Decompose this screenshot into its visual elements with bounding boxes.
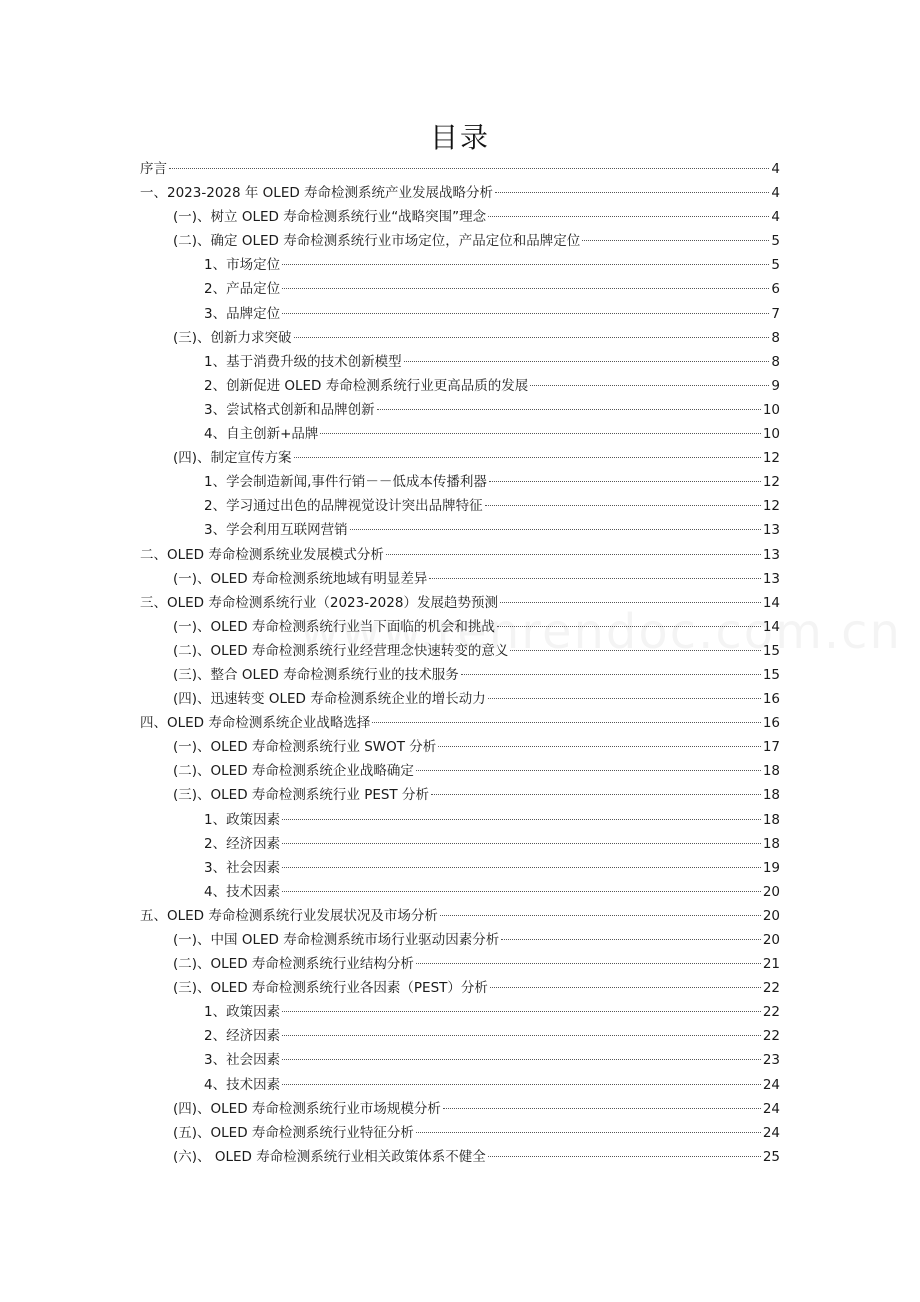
toc-dot-leader xyxy=(495,192,769,193)
toc-page-number: 14 xyxy=(762,618,780,635)
toc-entry-text: 3、尝试格式创新和品牌创新 xyxy=(204,401,375,418)
toc-page-number: 14 xyxy=(762,594,780,611)
toc-page-number: 22 xyxy=(762,1004,780,1021)
toc-dot-leader xyxy=(485,505,761,506)
toc-entry-text: 2、经济因素 xyxy=(204,835,281,852)
toc-entry-text: (二)、OLED 寿命检测系统行业经营理念快速转变的意义 xyxy=(173,642,509,659)
toc-entry[interactable] xyxy=(140,735,780,759)
toc-entry-text: 二、OLED 寿命检测系统业发展模式分析 xyxy=(140,546,384,563)
toc-entry[interactable] xyxy=(140,567,780,591)
toc-dot-leader xyxy=(282,288,769,289)
toc-entry[interactable] xyxy=(140,856,780,880)
toc-page-number: 4 xyxy=(771,209,780,226)
toc-entry[interactable] xyxy=(140,157,780,181)
toc-dot-leader xyxy=(497,626,761,627)
toc-entry[interactable] xyxy=(140,350,780,374)
toc-dot-leader xyxy=(294,457,761,458)
toc-title: 目录 xyxy=(429,121,490,154)
toc-page-number: 18 xyxy=(762,811,780,828)
toc-entry[interactable] xyxy=(140,880,780,904)
toc-entry[interactable] xyxy=(140,1000,780,1024)
toc-entry[interactable] xyxy=(140,1073,780,1097)
toc-page-number: 18 xyxy=(762,787,780,804)
toc-page-number: 24 xyxy=(762,1100,780,1117)
toc-dot-leader xyxy=(488,698,761,699)
toc-page-number: 19 xyxy=(762,859,780,876)
toc-entry-text: 3、社会因素 xyxy=(204,859,281,876)
toc-entry[interactable] xyxy=(140,1048,780,1072)
toc-page-number: 24 xyxy=(762,1076,780,1093)
toc-dot-leader xyxy=(416,963,761,964)
toc-page-number: 12 xyxy=(762,498,780,515)
toc-entry-text: 1、政策因素 xyxy=(204,1004,281,1021)
toc-page-number: 13 xyxy=(762,546,780,563)
toc-entry-text: 1、市场定位 xyxy=(204,257,281,274)
toc-dot-leader xyxy=(377,409,761,410)
toc-dot-leader xyxy=(530,385,769,386)
toc-entry-text: (四)、迅速转变 OLED 寿命检测系统企业的增长动力 xyxy=(173,691,486,708)
toc-entry-text: 1、基于消费升级的技术创新模型 xyxy=(204,353,402,370)
toc-dot-leader xyxy=(490,987,761,988)
toc-entry[interactable] xyxy=(140,783,780,807)
toc-entry-text: (四)、制定宣传方案 xyxy=(173,450,292,467)
toc-entry[interactable] xyxy=(140,759,780,783)
toc-entry-text: 4、技术因素 xyxy=(204,1076,281,1093)
toc-page-number: 22 xyxy=(762,1028,780,1045)
toc-entry[interactable] xyxy=(140,205,780,229)
toc-dot-leader xyxy=(282,891,761,892)
toc-entry[interactable] xyxy=(140,808,780,832)
toc-page-number: 10 xyxy=(762,426,780,443)
toc-dot-leader xyxy=(386,554,761,555)
toc-page-number: 12 xyxy=(762,474,780,491)
toc-dot-leader xyxy=(282,313,769,314)
toc-entry-text: (三)、OLED 寿命检测系统行业 PEST 分析 xyxy=(173,787,429,804)
toc-dot-leader xyxy=(510,650,760,651)
toc-page-number: 8 xyxy=(771,329,780,346)
toc-entry-text: 1、政策因素 xyxy=(204,811,281,828)
toc-page-number: 22 xyxy=(762,980,780,997)
toc-entry[interactable] xyxy=(140,302,780,326)
toc-dot-leader xyxy=(438,746,761,747)
toc-page-number: 5 xyxy=(771,233,780,250)
toc-dot-leader xyxy=(416,1132,761,1133)
toc-entry-text: (三)、OLED 寿命检测系统行业各因素（PEST）分析 xyxy=(173,980,488,997)
toc-entry[interactable] xyxy=(140,446,780,470)
toc-entry-text: (一)、中国 OLED 寿命检测系统市场行业驱动因素分析 xyxy=(173,932,500,948)
table-of-contents xyxy=(140,157,780,1169)
toc-entry-text: 3、学会利用互联网营销 xyxy=(204,522,348,539)
toc-page-number: 15 xyxy=(762,642,780,659)
toc-entry-text: 2、学习通过出色的品牌视觉设计突出品牌特征 xyxy=(204,498,483,515)
toc-page-number: 16 xyxy=(762,691,780,708)
toc-entry-text: 五、OLED 寿命检测系统行业发展状况及市场分析 xyxy=(140,907,438,924)
toc-page-number: 7 xyxy=(771,305,780,322)
toc-entry-text: 序言 xyxy=(140,161,167,177)
toc-dot-leader xyxy=(282,264,769,265)
toc-entry-text: (三)、创新力求突破 xyxy=(173,329,292,346)
toc-entry-text: (六)、 OLED 寿命检测系统行业相关政策体系不健全 xyxy=(173,1148,486,1165)
toc-dot-leader xyxy=(282,1084,761,1085)
toc-entry-text: 4、自主创新+品牌 xyxy=(204,426,319,443)
toc-dot-leader xyxy=(294,337,770,338)
toc-entry[interactable] xyxy=(140,711,780,735)
toc-page-number: 17 xyxy=(762,739,780,756)
toc-dot-leader xyxy=(488,1156,761,1157)
toc-page-number: 18 xyxy=(762,763,780,780)
toc-entry[interactable] xyxy=(140,1024,780,1048)
toc-page-number: 12 xyxy=(762,450,780,467)
toc-dot-leader xyxy=(282,819,761,820)
toc-dot-leader xyxy=(431,794,761,795)
toc-dot-leader xyxy=(501,939,761,940)
toc-entry-text: 2、产品定位 xyxy=(204,281,281,298)
toc-entry-text: 4、技术因素 xyxy=(204,883,281,900)
toc-entry-text: (一)、OLED 寿命检测系统地域有明显差异 xyxy=(173,570,428,587)
toc-entry[interactable] xyxy=(140,229,780,253)
toc-entry-text: (二)、确定 OLED 寿命检测系统行业市场定位，产品定位和品牌定位 xyxy=(173,233,581,250)
toc-dot-leader xyxy=(350,529,761,530)
toc-entry[interactable] xyxy=(140,277,780,301)
toc-entry[interactable] xyxy=(140,1121,780,1145)
toc-entry-text: (四)、OLED 寿命检测系统行业市场规模分析 xyxy=(173,1100,441,1117)
toc-dot-leader xyxy=(500,602,761,603)
toc-dot-leader xyxy=(282,1011,761,1012)
toc-entry[interactable] xyxy=(140,326,780,350)
toc-dot-leader xyxy=(404,361,770,362)
toc-entry[interactable] xyxy=(140,952,780,976)
toc-entry-text: 2、经济因素 xyxy=(204,1028,281,1045)
toc-entry-text: (一)、OLED 寿命检测系统行业 SWOT 分析 xyxy=(173,739,437,756)
toc-page-number: 21 xyxy=(762,956,780,973)
toc-page-number: 23 xyxy=(762,1052,780,1069)
toc-entry[interactable] xyxy=(140,518,780,542)
toc-entry[interactable] xyxy=(140,928,780,952)
toc-dot-leader xyxy=(461,674,761,675)
toc-page-number: 20 xyxy=(762,907,780,924)
toc-entry[interactable] xyxy=(140,181,780,205)
toc-entry[interactable] xyxy=(140,374,780,398)
toc-entry[interactable] xyxy=(140,1097,780,1121)
toc-dot-leader xyxy=(416,770,761,771)
toc-entry-text: (二)、OLED 寿命检测系统行业结构分析 xyxy=(173,956,414,973)
toc-dot-leader xyxy=(582,240,769,241)
toc-page-number: 24 xyxy=(762,1124,780,1141)
toc-entry-text: 三、OLED 寿命检测系统行业（2023-2028）发展趋势预测 xyxy=(140,594,498,611)
toc-entry-text: 1、学会制造新闻,事件行销－－低成本传播利器 xyxy=(204,474,487,491)
toc-page-number: 6 xyxy=(771,281,780,298)
toc-page-number: 8 xyxy=(771,353,780,370)
toc-dot-leader xyxy=(429,578,760,579)
toc-dot-leader xyxy=(169,168,769,169)
toc-entry-text: 2、创新促进 OLED 寿命检测系统行业更高品质的发展 xyxy=(204,377,529,394)
toc-entry[interactable] xyxy=(140,543,780,567)
toc-entry-text: 一、2023-2028 年 OLED 寿命检测系统产业发展战略分析 xyxy=(140,185,494,202)
toc-entry[interactable] xyxy=(140,470,780,494)
toc-page-number: 10 xyxy=(762,401,780,418)
toc-dot-leader xyxy=(443,1108,761,1109)
toc-entry[interactable] xyxy=(140,1145,780,1169)
toc-entry-text: (二)、OLED 寿命检测系统企业战略确定 xyxy=(173,763,414,780)
toc-dot-leader xyxy=(282,867,761,868)
toc-page-number: 15 xyxy=(762,666,780,683)
toc-entry[interactable] xyxy=(140,591,780,615)
toc-entry[interactable] xyxy=(140,976,780,1000)
toc-entry[interactable] xyxy=(140,494,780,518)
toc-page-number: 4 xyxy=(771,161,780,177)
toc-entry-text: (三)、整合 OLED 寿命检测系统行业的技术服务 xyxy=(173,666,459,683)
toc-entry-text: 3、品牌定位 xyxy=(204,305,281,322)
toc-page-number: 4 xyxy=(771,185,780,202)
toc-entry[interactable] xyxy=(140,904,780,928)
toc-entry-text: (一)、树立 OLED 寿命检测系统行业“战略突围”理念 xyxy=(173,209,487,226)
toc-dot-leader xyxy=(320,433,760,434)
toc-entry[interactable] xyxy=(140,615,780,639)
toc-entry[interactable] xyxy=(140,253,780,277)
toc-entry-text: 3、社会因素 xyxy=(204,1052,281,1069)
toc-page-number: 9 xyxy=(771,377,780,394)
toc-entry[interactable] xyxy=(140,687,780,711)
toc-dot-leader xyxy=(489,481,761,482)
toc-dot-leader xyxy=(282,843,761,844)
toc-entry[interactable] xyxy=(140,639,780,663)
toc-entry[interactable] xyxy=(140,663,780,687)
toc-dot-leader xyxy=(440,915,761,916)
toc-entry[interactable] xyxy=(140,422,780,446)
toc-entry-text: (五)、OLED 寿命检测系统行业特征分析 xyxy=(173,1124,414,1141)
toc-dot-leader xyxy=(488,216,769,217)
toc-dot-leader xyxy=(282,1035,761,1036)
toc-dot-leader xyxy=(282,1059,761,1060)
toc-page-number: 20 xyxy=(762,932,780,948)
toc-page-number: 5 xyxy=(771,257,780,274)
toc-page-number: 20 xyxy=(762,883,780,900)
toc-entry-text: (一)、OLED 寿命检测系统行业当下面临的机会和挑战 xyxy=(173,618,495,635)
toc-page-number: 18 xyxy=(762,835,780,852)
toc-entry[interactable] xyxy=(140,398,780,422)
toc-page-number: 13 xyxy=(762,522,780,539)
toc-page-number: 25 xyxy=(762,1148,780,1165)
toc-page-number: 13 xyxy=(762,570,780,587)
toc-entry[interactable] xyxy=(140,832,780,856)
toc-dot-leader xyxy=(372,722,760,723)
toc-page-number: 16 xyxy=(762,715,780,732)
toc-entry-text: 四、OLED 寿命检测系统企业战略选择 xyxy=(140,715,371,732)
